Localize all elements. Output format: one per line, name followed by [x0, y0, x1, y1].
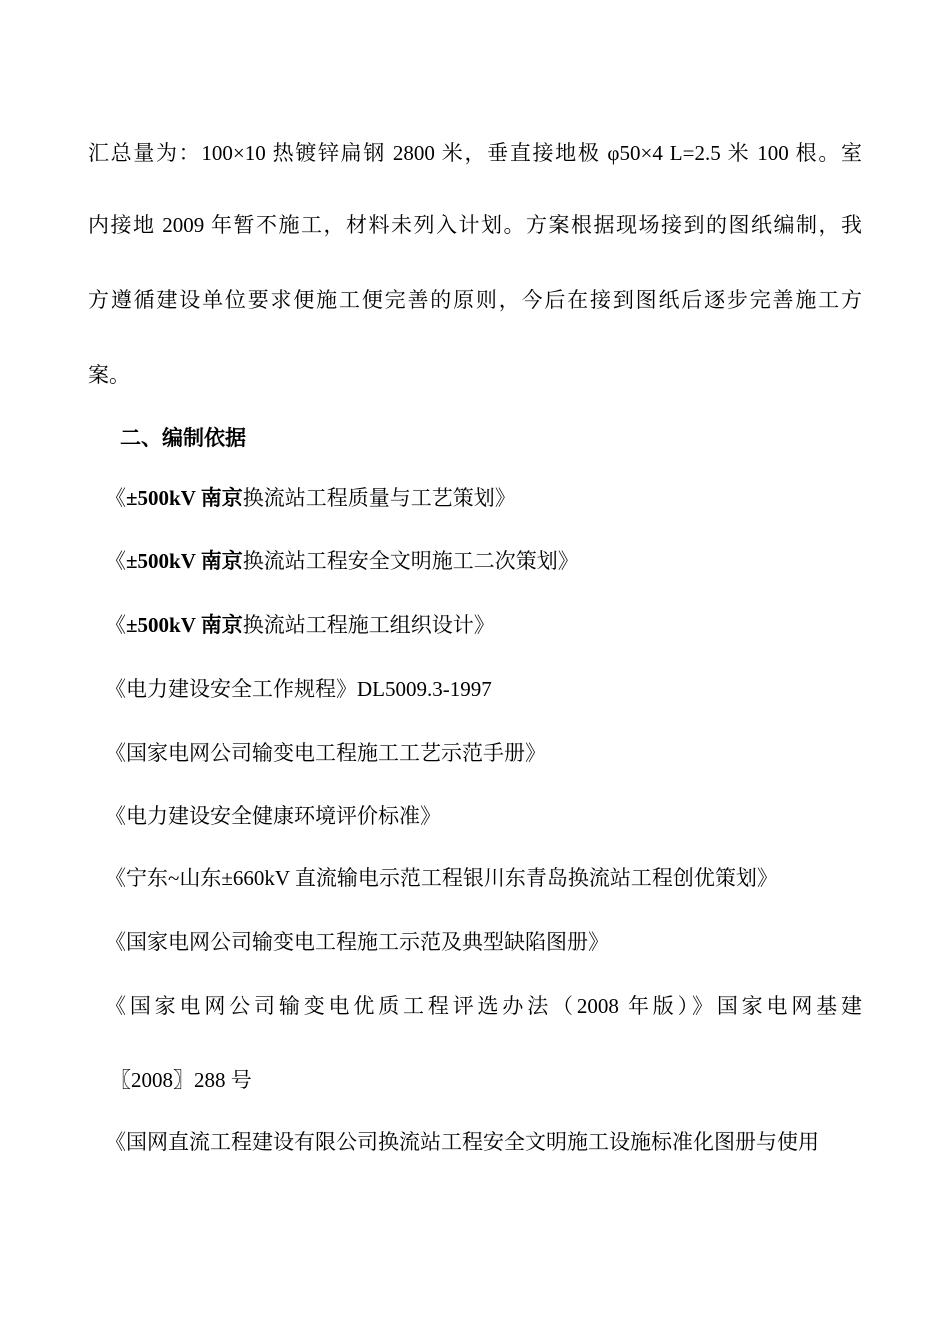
reference-open-bracket: 《: [105, 613, 126, 637]
intro-line-4: 案。: [88, 363, 130, 387]
reference-bold-prefix: ±500kV 南京: [126, 613, 243, 637]
reference-item-9-continuation: 〖2008〗288 号: [110, 1068, 252, 1092]
reference-title-rest: 换流站工程安全文明施工二次策划》: [242, 549, 579, 573]
reference-item-5: 《国家电网公司输变电工程施工工艺示范手册》: [105, 741, 546, 765]
intro-line-1: 汇总量为：100×10 热镀锌扁钢 2800 米，垂直接地极 φ50×4 L=2.5 米 100 根。室: [88, 141, 862, 165]
reference-item-7: 《宁东~山东±660kV 直流输电示范工程银川东青岛换流站工程创优策划》: [105, 866, 778, 890]
reference-open-bracket: 《: [105, 549, 126, 573]
reference-item-6: 《电力建设安全健康环境评价标准》: [105, 804, 441, 828]
reference-title-rest: 换流站工程质量与工艺策划》: [242, 486, 516, 510]
reference-item-4: 《电力建设安全工作规程》DL5009.3-1997: [105, 677, 492, 701]
intro-line-3: 方遵循建设单位要求便施工便完善的原则，今后在接到图纸后逐步完善施工方: [88, 288, 862, 312]
reference-item-8: 《国家电网公司输变电工程施工示范及典型缺陷图册》: [105, 930, 609, 954]
reference-item-2: [105, 547, 579, 575]
reference-item-10: 《国网直流工程建设有限公司换流站工程安全文明施工设施标准化图册与使用: [105, 1130, 819, 1154]
reference-item-1: [105, 484, 516, 512]
reference-item-3: [105, 611, 495, 639]
reference-bold-prefix: ±500kV 南京: [126, 486, 243, 510]
intro-line-2: 内接地 2009 年暂不施工，材料未列入计划。方案根据现场接到的图纸编制，我: [88, 213, 862, 237]
reference-item-9: 《国家电网公司输变电优质工程评选办法（2008 年版）》国家电网基建: [105, 994, 862, 1018]
reference-bold-prefix: ±500kV 南京: [126, 549, 243, 573]
reference-open-bracket: 《: [105, 486, 126, 510]
reference-title-rest: 换流站工程施工组织设计》: [242, 613, 495, 637]
section-heading: 二、编制依据: [120, 426, 246, 450]
